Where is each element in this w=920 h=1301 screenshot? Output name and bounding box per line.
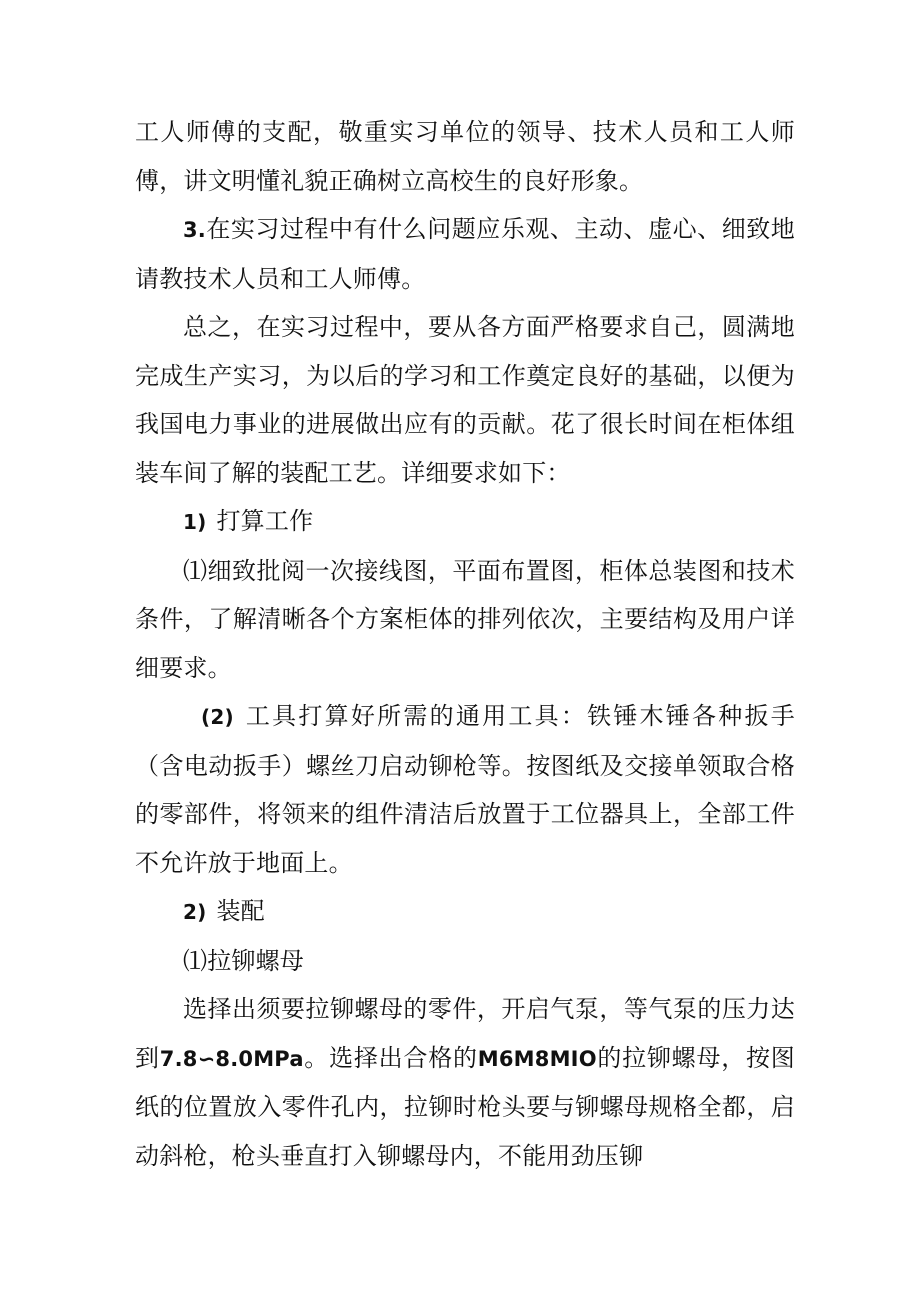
pressure-value: 7.8∽8.0MPa bbox=[159, 1046, 304, 1071]
riveting-text-e: 的拉铆螺母，按图纸的位置放入零件孔内，拉铆时枪头要与铆螺母规格全都，启动斜枪，枪头垂直打入铆螺母内，不能用劲压铆 bbox=[135, 1043, 796, 1170]
nut-spec: M6M8MIO bbox=[477, 1046, 597, 1071]
paragraph-item-3 bbox=[135, 205, 795, 303]
paragraph-step-1 bbox=[135, 547, 795, 693]
heading-preparation bbox=[135, 497, 795, 547]
heading-assembly bbox=[135, 887, 795, 937]
paragraph-conduct-text: 工人师傅的支配，敬重实习单位的领导、技术人员和工人师傅，讲文明懂礼貌正确树立高校生的良好形象。 bbox=[135, 118, 795, 195]
heading-preparation-text: 打算工作 bbox=[216, 507, 314, 535]
document-body bbox=[135, 108, 795, 1180]
item-3-text: 在实习过程中有什么问题应乐观、主动、虚心、细致地请教技术人员和工人师傅。 bbox=[135, 215, 795, 293]
paragraph-summary bbox=[135, 303, 795, 497]
subheading-rivet-nut-text: ⑴拉铆螺母 bbox=[183, 946, 304, 975]
riveting-text-a: 选择出须要拉铆螺母的零件，开启气泵，等气泵的压力达到 bbox=[135, 995, 795, 1072]
step-2-number: (2) bbox=[201, 705, 234, 729]
paragraph-riveting bbox=[135, 985, 795, 1180]
riveting-text-c: 。选择出合格的 bbox=[303, 1043, 478, 1072]
paragraph-summary-text: 总之，在实习过程中，要从各方面严格要求自己，圆满地完成生产实习，为以后的学习和工作奠定良好的基础，以便为我国电力事业的进展做出应有的贡献。花了很长时间在柜体组装车间了解的装配工艺。详细要求如下： bbox=[135, 313, 795, 487]
heading-assembly-text: 装配 bbox=[216, 897, 265, 925]
heading-preparation-number: 1) bbox=[183, 510, 207, 534]
paragraph-conduct bbox=[135, 108, 795, 205]
heading-assembly-number: 2) bbox=[183, 900, 207, 924]
paragraph-step-1-text: ⑴细致批阅一次接线图，平面布置图，柜体总装图和技术条件，了解清晰各个方案柜体的排列依次，主要结构及用户详细要求。 bbox=[135, 556, 795, 682]
paragraph-step-2 bbox=[135, 692, 795, 887]
subheading-rivet-nut bbox=[135, 937, 795, 986]
item-3-number: 3. bbox=[183, 218, 206, 242]
step-2-text: 工具打算好所需的通用工具：铁锤木锤各种扳手（含电动扳手）螺丝刀启动铆枪等。按图纸及交接单领取合格的零部件，将领来的组件清洁后放置于工位器具上，全部工件不允许放于地面上。 bbox=[135, 702, 795, 877]
